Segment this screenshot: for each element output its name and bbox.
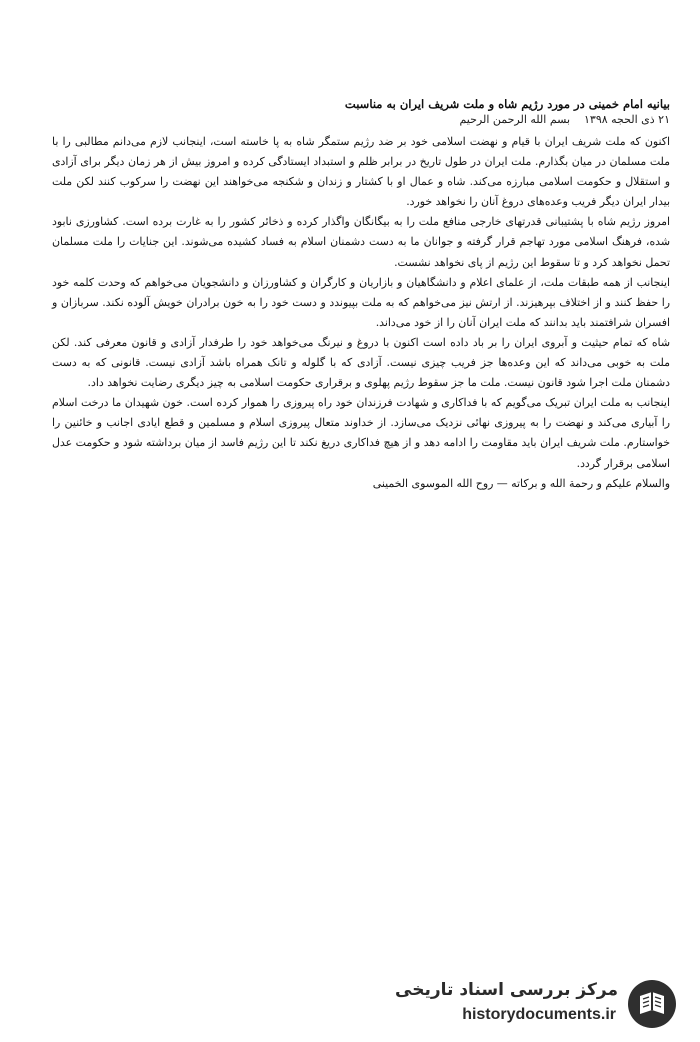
paragraph: اینجانب به ملت ایران تبریک می‌گویم که با فداکاری و شهادت فرزندان خود راه پیروزی را هموار کرده است. خون شهیدان ما درخت اسلام را آبیاری می‌کند و نهضت را به پیروزی نهائی نزدیک می‌سازد. از خداوند متعال پیروزی اسلام و مسلمین و قطع ایادی اجانب و خائنین را خواستارم. ملت شریف ایران باید مقاومت را ادامه دهد و از هیچ فداکاری دریغ نکند تا این رژیم فاسد از میان برداشته شود و حکومت عدل اسلامی برقرار گردد. [52,396,670,470]
paragraph: اینجانب از همه طبقات ملت، از علمای اعلام و دانشگاهیان و بازاریان و کارگران و کشاورزان و دانشجویان می‌خواهم که وحدت کلمه خود را حفظ کنند و از اختلاف بپرهیزند. از ارتش نیز می‌خواهم که به ملت بپیوندد و دست خود را به خون برادران خویش آلوده نکند. سربازان و افسران شرافتمند باید بدانند که ملت ایران آنان را از خود می‌داند. [52,275,670,329]
bismillah-line: بسم الله الرحمن الرحیم [459,113,571,126]
paragraph: امروز رژیم شاه با پشتیبانی قدرتهای خارجی منافع ملت را به بیگانگان واگذار کرده و ذخائر کشور را به غارت برده است. کشاورزی نابود شده، فرهنگ اسلامی مورد تهاجم قرار گرفته و جوانان ما به دست دشمنان اسلام به فساد کشیده می‌شوند. این جنایات را ملت مسلمان تحمل نخواهد کرد و تا سقوط این رژیم از پای نخواهد نشست. [52,215,670,269]
archive-footer [0,976,700,1042]
archive-name: مرکز بررسی اسناد تاریخی [395,980,618,1000]
paragraph: شاه که تمام حیثیت و آبروی ایران را بر باد داده است اکنون با دروغ و نیرنگ می‌خواهد خود را طرفدار آزادی و قانون معرفی کند. لکن ملت به خوبی می‌داند که این وعده‌ها جز فریب چیزی نیست. آزادی که با گلوله و تانک همراه باشد آزادی نیست. قانونی که به دست دشمنان ملت اجرا شود قانون نیست. ملت ما جز سقوط رژیم پهلوی و برقراری حکومت اسلامی به چیز دیگری رضایت نخواهد داد. [52,335,670,390]
book-logo-icon [626,978,678,1030]
document-header-row [52,112,670,128]
archive-url: historydocuments.ir [462,1006,616,1023]
signature-line: والسلام علیکم و رحمة الله و برکاته — روح الله الموسوی الخمینی [372,476,670,490]
document-body [52,96,670,956]
document-text [52,132,670,494]
document-date: ۲۱ ذی الحجه ۱۳۹۸ [584,113,670,126]
paragraph: اکنون که ملت شریف ایران با قیام و نهضت اسلامی خود بر ضد رژیم ستمگر شاه به پا خاسته است، اینجانب لازم می‌دانم مطالبی را با ملت مسلمان در میان بگذارم. ملت ایران در طول تاریخ در برابر ظلم و استبداد ایستادگی کرده و امروز بیش از هر زمان دیگر برای آزادی و استقلال و حکومت اسلامی مبارزه می‌کند. شاه و عمال او با کشتار و زندان و شکنجه می‌خواهند این نهضت را سرکوب کنند لکن ملت بیدار ایران دیگر فریب وعده‌های دروغ آنان را نخواهد خورد. [52,135,670,209]
document-heading: بیانیه امام خمینی در مورد رژیم شاه و ملت شریف ایران به مناسبت [344,97,670,111]
